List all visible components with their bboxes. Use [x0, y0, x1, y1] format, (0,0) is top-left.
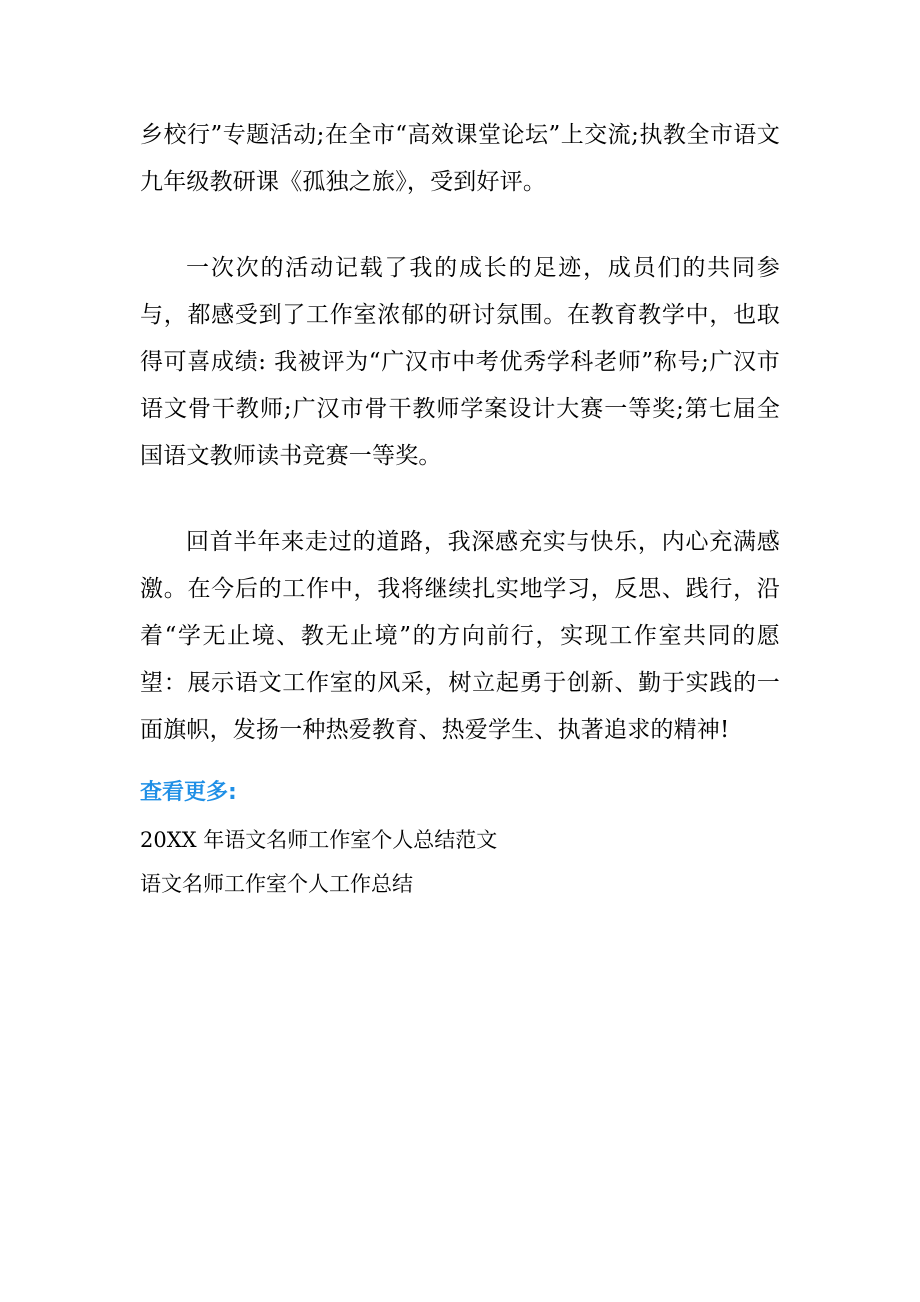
see-more-section [140, 774, 780, 906]
paragraph-3: 回首半年来走过的道路，我深感充实与快乐，内心充满感激。在今后的工作中，我将继续扎实地学习，反思、践行，沿着“学无止境、教无止境”的方向前行，实现工作室共同的愿望：展示语文工作室的风采，树立起勇于创新、勤于实践的一面旗帜，发扬一种热爱教育、热爱学生、执著追求的精神! [140, 529, 780, 743]
paragraph-2: 一次次的活动记载了我的成长的足迹，成员们的共同参与，都感受到了工作室浓郁的研讨氛围。在教育教学中，也取得可喜成绩: 我被评为“广汉市中考优秀学科老师”称号;广汉市语文骨干教师;广汉市骨干教师学案设计大赛一等奖;第七届全国语文教师读书竞赛一等奖。 [140, 255, 780, 469]
related-link-work-summary[interactable]: 语文名师工作室个人工作总结 [140, 872, 413, 896]
see-more-heading: 查看更多: [140, 780, 237, 805]
related-link-summary-sample[interactable]: 20XX 年语文名师工作室个人总结范文 [140, 828, 498, 852]
document-page [140, 112, 780, 906]
paragraph-1: 乡校行”专题活动;在全市“高效课堂论坛”上交流;执教全市语文九年级教研课《孤独之旅》，受到好评。 [140, 122, 780, 195]
